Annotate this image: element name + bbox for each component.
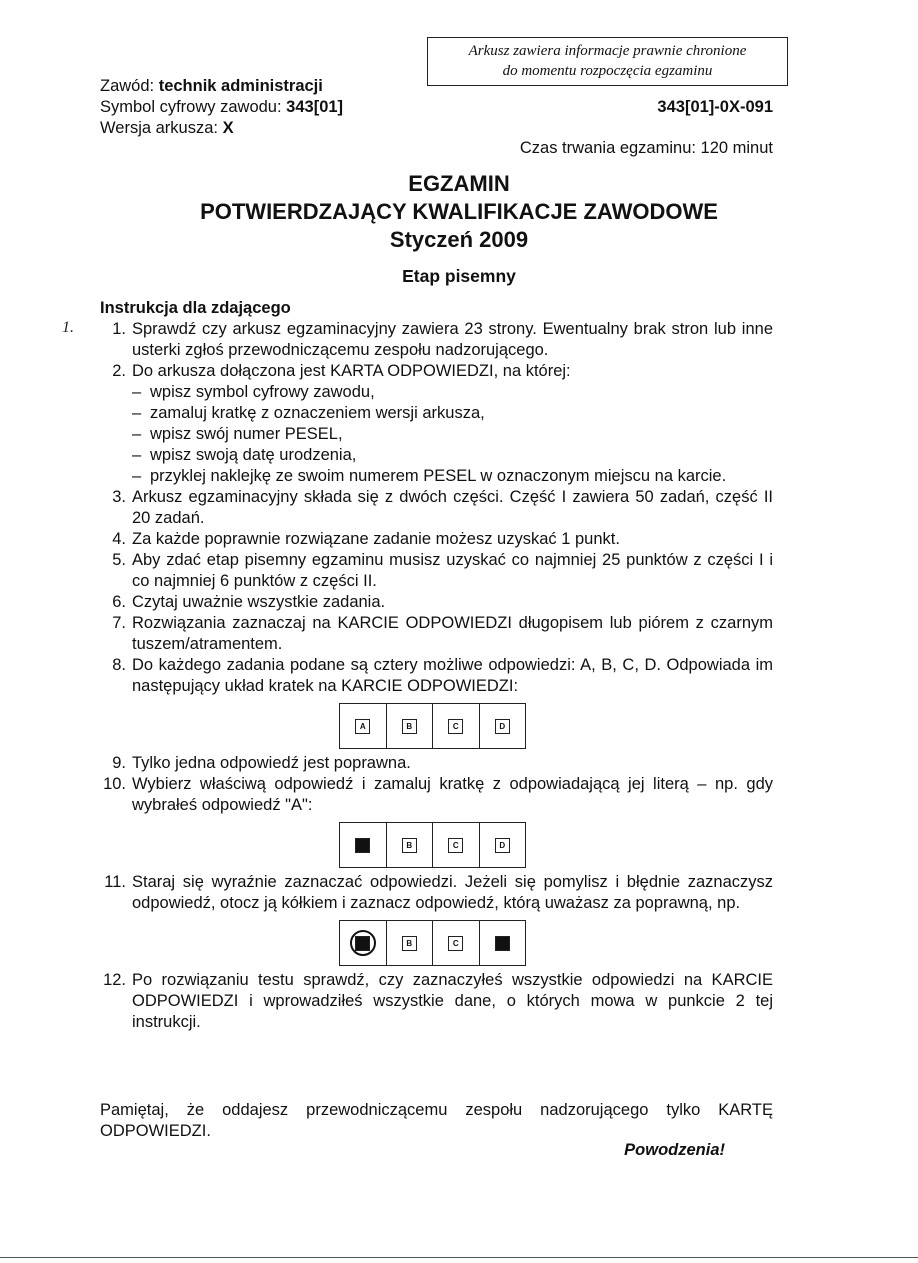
legal-notice-line2: do momentu rozpoczęcia egzaminu [502,63,713,79]
answer-box-filled [495,936,510,951]
answer-cell [480,823,526,867]
list-item: 2. Do arkusza dołączona jest KARTA ODPOWIEDZI, na której: – wpisz symbol cyfrowy zawodu, – zamaluj kratkę z oznaczeniem wersji arkusza, – wpisz swój numer PESEL, – wpisz swoją datę urodzenia, – przyklej naklejkę ze swoim numerem PESEL w oznaczonym miejscu na karcie. [96,361,773,487]
list-item: 6. Czytaj uważnie wszystkie zadania. [112,593,386,611]
legal-notice-box [427,37,788,86]
symbol-row: Symbol cyfrowy zawodu: 343[01] [100,98,344,116]
answer-box-filled [355,936,370,951]
sub-item: – zamaluj kratkę z oznaczeniem wersji arkusza, [132,403,773,424]
answer-box-c: C [448,838,463,853]
answer-box-a: A [355,719,370,734]
list-item: 5. Aby zdać etap pisemny egzaminu musisz uzyskać co najmniej 25 punktów z części I i co najmniej 6 punktów z części II. [112,551,773,590]
sheet-code: 343[01]-0X-091 [657,98,773,116]
answer-box-c: C [448,936,463,951]
list-item: 12. Po rozwiązaniu testu sprawdź, czy zaznaczyłeś wszystkie odpowiedzi na KARCIE ODPOWIEDZI i wprowadziłeś wszystkie dane, o których mowa w punkcie 2 tej instrukcji. [103,971,773,1031]
exam-meta [100,76,343,139]
version-row: Wersja arkusza: X [100,119,234,137]
sub-item: – przyklej naklejkę ze swoim numerem PESEL w oznaczonym miejscu na karcie. [132,466,773,487]
legal-notice-line1: Arkusz zawiera informacje prawnie chronione [468,43,747,59]
answer-cell [340,704,387,748]
version-value: X [222,119,234,137]
circled-answer [350,930,376,956]
list-item: 9. Tylko jedna odpowiedź jest poprawna. [112,754,411,772]
answer-cell [433,823,480,867]
answer-box-b: B [402,838,417,853]
answer-cell [340,921,387,965]
footer-divider [0,1257,918,1258]
good-luck: Powodzenia! [624,1141,725,1159]
instructions-heading: Instrukcja dla zdającego [100,299,291,317]
answer-box-c: C [448,719,463,734]
sub-item: – wpisz symbol cyfrowy zawodu, [132,382,773,403]
answer-box-d: D [495,838,510,853]
list-item: 4. Za każde poprawnie rozwiązane zadanie możesz uzyskać 1 punkt. [112,530,620,548]
list-item: 10. Wybierz właściwą odpowiedź i zamaluj kratkę z odpowiadającą jej literą – np. gdy wybrałeś odpowiedź "A": [103,775,773,814]
answer-box-b: B [402,719,417,734]
answer-grid-example-a [339,822,526,868]
answer-cell [433,921,480,965]
answer-box-d: D [495,719,510,734]
title-line1: EGZAMIN [408,171,510,196]
answer-box-b: B [402,936,417,951]
sub-item: – wpisz swoją datę urodzenia, [132,445,773,466]
instructions-list [96,319,773,1033]
profession-row: Zawód: technik administracji [100,77,323,95]
answer-grid-correction [339,920,526,966]
list-item: 11. Staraj się wyraźnie zaznaczać odpowiedzi. Jeżeli się pomylisz i błędnie zaznaczysz odpowiedź, otocz ją kółkiem i zaznacz odpowiedź, którą uważasz za poprawną, np. [104,873,773,912]
closing-note: Pamiętaj, że oddajesz przewodniczącemu zespołu nadzorującego tylko KARTĘ ODPOWIEDZI. [100,1101,773,1140]
title-line3: Styczeń 2009 [389,227,529,252]
symbol-value: 343[01] [286,98,344,116]
answer-cell [387,921,434,965]
answer-cell [480,921,526,965]
answer-box-filled [355,838,370,853]
handwritten-mark: 1. [62,319,74,336]
profession-value: technik administracji [158,77,323,95]
exam-duration: Czas trwania egzaminu: 120 minut [519,139,773,157]
list-item: 3. Arkusz egzaminacyjny składa się z dwóch części. Część I zawiera 50 zadań, część II 20 zadań. [112,488,773,527]
title-line2: POTWIERDZAJĄCY KWALIFIKACJE ZAWODOWE [200,199,718,224]
list-item: 7. Rozwiązania zaznaczaj na KARCIE ODPOWIEDZI długopisem lub piórem z czarnym tuszem/atramentem. [112,614,773,653]
list-item: 8. Do każdego zadania podane są cztery możliwe odpowiedzi: A, B, C, D. Odpowiada im następujący układ kratek na KARCIE ODPOWIEDZI: [112,656,773,695]
list-item: 1. Sprawdź czy arkusz egzaminacyjny zawiera 23 strony. Ewentualny brak stron lub inne usterki zgłoś przewodniczącemu zespołu nadzorującego. [112,320,773,359]
exam-stage: Etap pisemny [402,266,516,286]
answer-cell [387,823,434,867]
answer-grid-empty [339,703,526,749]
answer-cell [433,704,480,748]
answer-cell [387,704,434,748]
sub-item: – wpisz swój numer PESEL, [132,424,773,445]
answer-cell [340,823,387,867]
answer-cell [480,704,526,748]
